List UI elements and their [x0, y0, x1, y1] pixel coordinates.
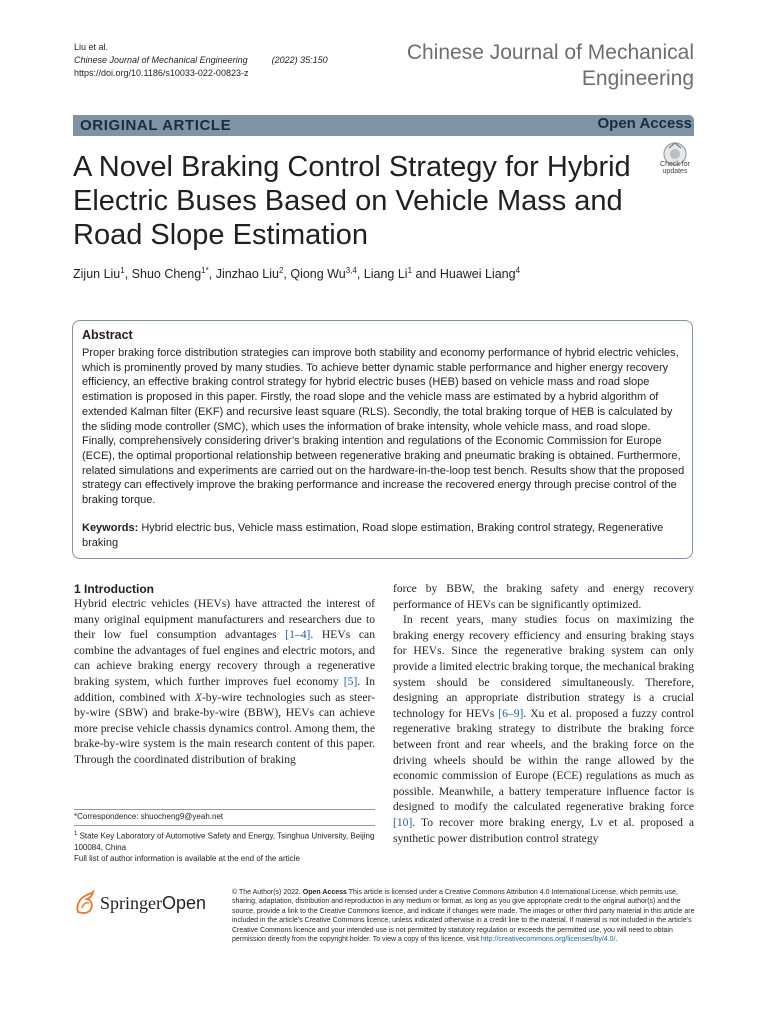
author-name: Shuo Cheng — [131, 267, 202, 282]
journal-name — [364, 40, 694, 92]
full-list-note: Full list of author information is available at the end of the article — [74, 853, 300, 863]
author-name: Jinzhao Liu — [215, 267, 279, 282]
citation-link[interactable]: [5] — [343, 674, 358, 688]
springer-open-logo — [100, 891, 206, 915]
publisher-name: Springer — [100, 893, 162, 913]
intro-text: In recent years, many studies focus on maximizing the braking energy recovery efficiency and ensuring braking stays for HEVs. Since the regenerative braking system can only provide a limited electric braking torque, the mechanical braking system should be considered simultaneously. Therefore, designing an appropriate distribution strategy is a crucial technology for HEVs — [393, 613, 694, 720]
author-affiliation: 1* — [201, 266, 209, 275]
open-access-label: Open Access — [597, 115, 692, 132]
intro-paragraph: force by BBW, the braking safety and energy recovery performance of HEVs can be significantly optimized. — [393, 582, 694, 611]
keywords — [82, 521, 687, 550]
license-open-access: Open Access — [302, 889, 347, 896]
author-separator: , — [356, 267, 364, 282]
author-name: Liang Li — [363, 267, 408, 282]
author-name: Zijun Liu — [73, 267, 121, 282]
abstract-text: Proper braking force distribution strategies can improve both stability and economy performance of hybrid electric vehicles, which is prominently proved by many studies. To achieve better dynamic stable performance and higher energy recovery efficiency, an effective braking control strategy for hybrid electric buses (HEB) based on vehicle mass and road slope estimation is proposed in this paper. Firstly, the road slope and the vehicle mass are estimated by a hybrid algorithm of extended Kalman filter (EKF) and recursive least square (RLS). Secondly, the total braking torque of HEB is calculated by the sliding mode controller (SMC), which uses the information of brake intensity, whole vehicle mass, and road slope. Finally, comprehensively considering driver’s braking intention and regulations of the Economic Commission for Europe (ECE), the optimal proportional relationship between regenerative braking and pneumatic braking is obtained. Furthermore, related simulations and experiments are carried out on the hardware-in-the-loop test bench. Results show that the proposed strategy can effectively improve the braking performance and increase the recovered energy through precise control of the braking torque. — [82, 347, 685, 507]
citation-link[interactable]: [1–4] — [285, 628, 311, 642]
correspondence-note: *Correspondence: shuocheng9@yeah.net — [74, 812, 224, 821]
intro-italic: X — [194, 690, 202, 704]
journal-citation — [74, 54, 328, 67]
journal-name-line1: Chinese Journal of Mechanical — [406, 41, 694, 64]
author-affiliation: 2 — [278, 266, 284, 275]
keywords-label: Keywords: — [82, 522, 139, 534]
intro-text: . HEVs can combine the advantages of fuel engines and electric motors, and can achieve braking energy recovery through a regenerative braking system, which further improves fuel economy — [74, 628, 375, 688]
running-authors: Liu et al. — [74, 42, 109, 52]
publisher-name-open: Open — [162, 893, 207, 913]
citation-link[interactable]: [6–9] — [498, 706, 524, 720]
license-body: This article is licensed under a Creative Commons Attribution 4.0 International License, which permits use, sharing, adaptation, distribution and reproduction in any medium or format, as long as you give appropriate credit to the original author(s) and the source, provide a link to the Creative Commons licence, and indicate if changes were made. The images or other third party material in this article are included in the article’s Creative Commons licence, unless indicated otherwise in a credit line to the material. If material is not included in the article’s Creative Commons licence and your intended use is not permitted by statutory regulation or exceeds the permitted use, you will need to obtain permission directly from the copyright holder. To view a copy of this licence, visit — [232, 889, 695, 944]
footnote-divider — [74, 809, 375, 810]
doi-link[interactable]: https://doi.org/10.1186/s10033-022-00823-z — [74, 68, 249, 78]
author-name: Qiong Wu — [290, 267, 346, 282]
intro-heading: 1 Introduction — [74, 582, 154, 596]
keywords-list: Hybrid electric bus, Vehicle mass estimation, Road slope estimation, Braking control strategy, Regenerative braking — [82, 522, 664, 549]
intro-text: Hybrid electric vehicles (HEVs) have attracted the interest of many original equipment manufacturers and researchers due to their low fuel consumption advantages — [74, 597, 375, 642]
springer-horse-icon — [74, 890, 96, 916]
article-title: A Novel Braking Control Strategy for Hybrid Electric Buses Based on Vehicle Mass and Road Slope Estimation — [73, 151, 631, 251]
author-separator: , — [208, 267, 216, 282]
article-type: ORIGINAL ARTICLE — [80, 117, 232, 134]
footnote-divider — [74, 825, 375, 826]
left-column — [74, 596, 375, 768]
author-affiliation: 3,4 — [345, 266, 357, 275]
author-name: Huawei Liang — [439, 267, 516, 282]
license-suffix: . — [615, 936, 618, 944]
check-label-line1: Check for — [660, 161, 690, 168]
citation-link[interactable]: [10] — [393, 815, 413, 829]
affiliation — [74, 829, 375, 853]
journal-short-name: Chinese Journal of Mechanical Engineering — [74, 55, 248, 65]
author-affiliation: 4 — [515, 266, 521, 275]
affiliation-text: State Key Laboratory of Automotive Safety and Energy, Tsinghua University, Beijing 100084, China — [74, 831, 375, 852]
right-column — [393, 581, 694, 846]
author-separator: , — [124, 267, 132, 282]
license-prefix: © The Author(s) 2022. — [232, 889, 303, 896]
author-separator: and — [412, 267, 440, 282]
article-meta — [74, 41, 328, 80]
intro-paragraph — [393, 612, 694, 846]
author-list — [73, 263, 693, 282]
affiliation-note — [74, 829, 375, 864]
intro-text: . Xu et al. proposed a fuzzy control regenerative braking strategy to distribute the braking force between front and rear wheels, and the braking force on the driving wheels should be within the range allowed by the economic commission of Europe (ECE) regulations as much as possible. Meanwhile, a battery temperature influence factor is designed to modify the calculated regenerative braking force — [393, 706, 694, 814]
check-for-updates-label[interactable] — [652, 161, 698, 175]
license-text — [232, 888, 695, 944]
license-link[interactable]: http://creativecommons.org/licenses/by/4.0/ — [480, 936, 616, 944]
journal-name-line2: Engineering — [581, 67, 694, 90]
author-separator: , — [283, 267, 291, 282]
year-volume: (2022) 35:150 — [271, 55, 328, 65]
abstract-heading: Abstract — [82, 328, 133, 342]
check-label-line2: updates — [662, 168, 688, 175]
author-affiliation: 1 — [407, 266, 413, 275]
intro-text: . In addition, combined with — [74, 674, 375, 704]
affiliation-number: 1 — [74, 831, 78, 837]
author-affiliation: 1 — [120, 266, 125, 275]
intro-text: . To recover more braking energy, Lv et al. proposed a synthetic power distribution control strategy — [393, 815, 694, 845]
intro-text: -by-wire technologies such as steer-by-wire (SBW) and brake-by-wire (BBW), HEVs can achieve more precise vehicle chassis dynamics control. Among them, the brake-by-wire system is the main research content of this paper. Through the coordinated distribution of braking — [74, 690, 376, 766]
